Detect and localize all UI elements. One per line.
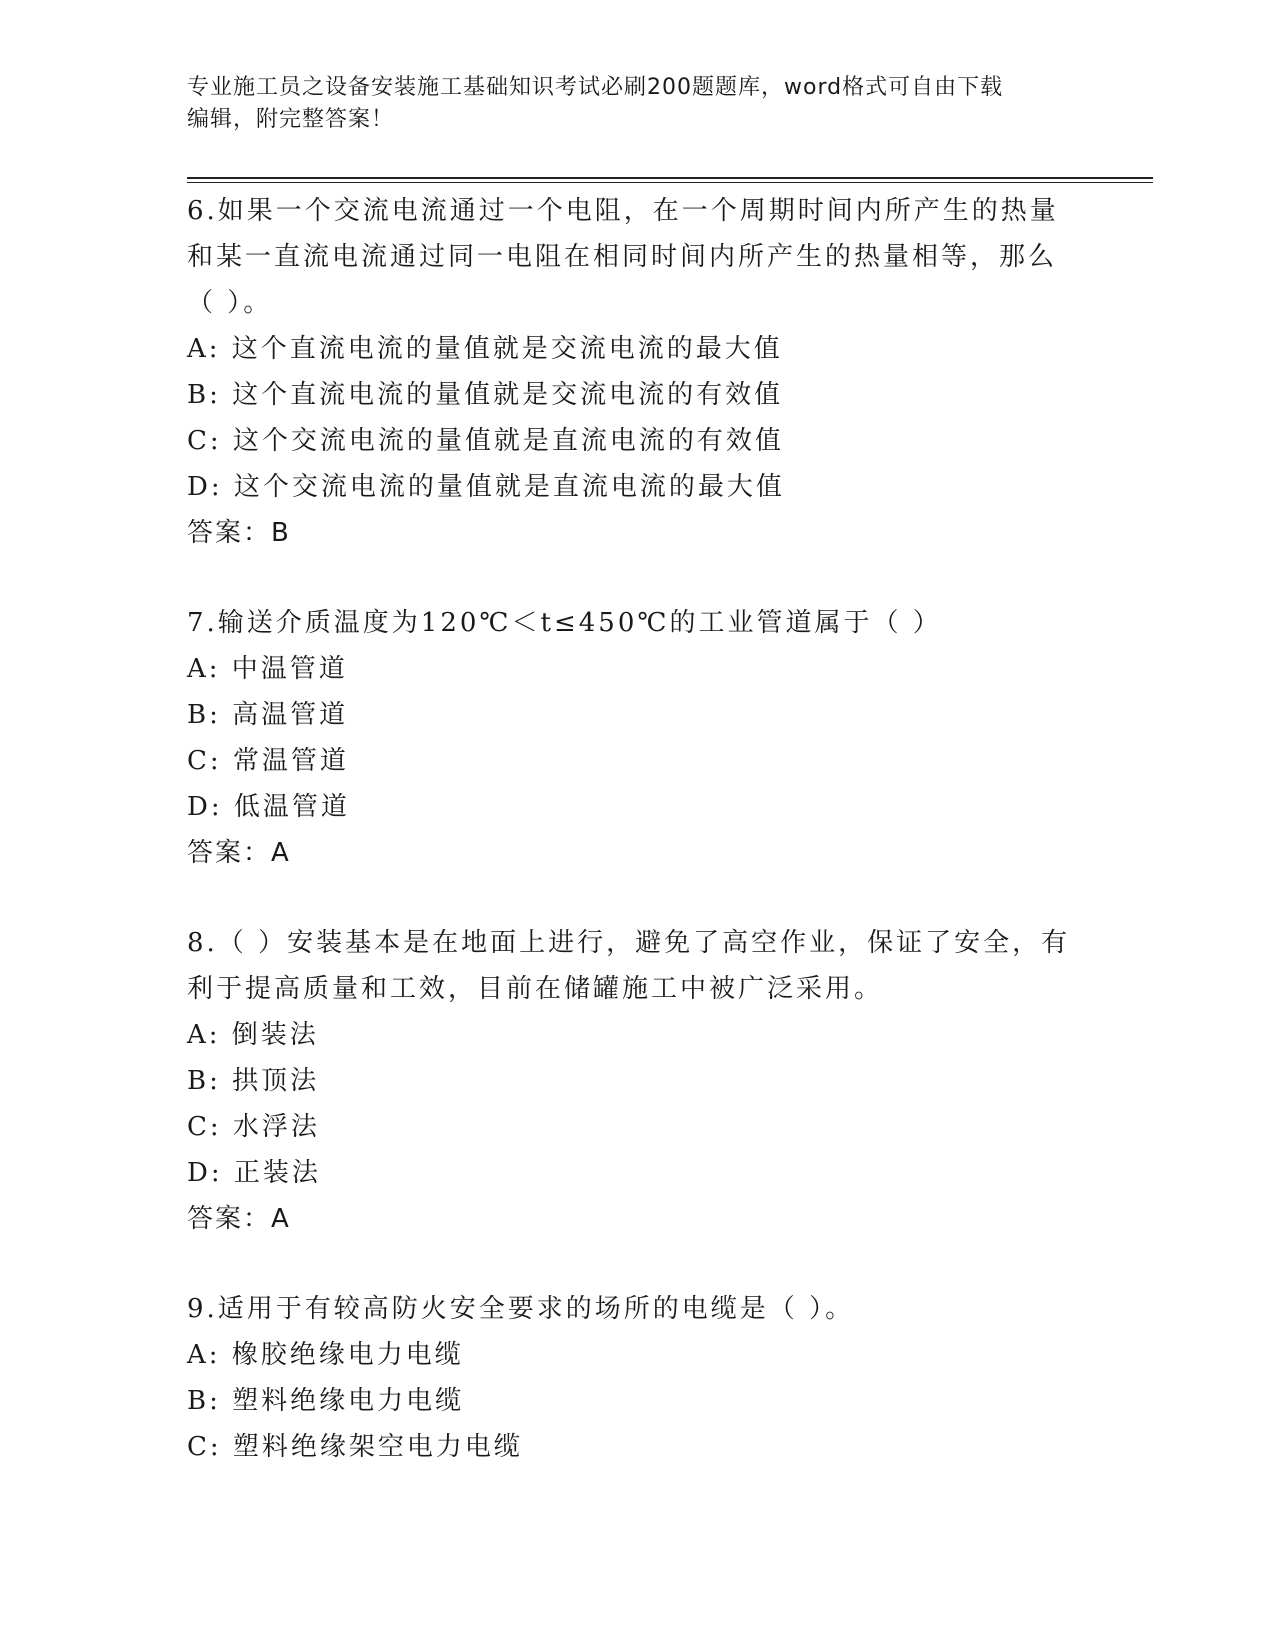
question-9: [187, 1286, 1087, 1470]
document-header: [187, 72, 1067, 136]
question-stem: 6.如果一个交流电流通过一个电阻，在一个周期时间内所产生的热量: [187, 196, 1059, 226]
question-stem: 利于提高质量和工效，目前在储罐施工中被广泛采用。: [187, 974, 884, 1004]
option-a: A: 这个直流电流的量值就是交流电流的最大值: [187, 334, 783, 364]
answer: 答案：B: [187, 518, 291, 548]
question-stem: 和某一直流电流通过同一电阻在相同时间内所产生的热量相等，那么: [187, 242, 1058, 272]
option-b: B: 塑料绝缘电力电缆: [187, 1386, 465, 1416]
question-6: [187, 188, 1087, 556]
option-a: A: 橡胶绝缘电力电缆: [187, 1340, 464, 1370]
option-d: D: 正装法: [187, 1158, 321, 1188]
option-c: C: 常温管道: [187, 746, 349, 776]
option-a: A: 倒装法: [187, 1020, 319, 1050]
option-c: C: 这个交流电流的量值就是直流电流的有效值: [187, 426, 784, 456]
answer: 答案：A: [187, 838, 291, 868]
header-divider-thick: [187, 177, 1153, 179]
option-b: B: 高温管道: [187, 700, 349, 730]
question-stem: 8.（ ）安装基本是在地面上进行，避免了高空作业，保证了安全，有: [187, 928, 1071, 958]
option-b: B: 拱顶法: [187, 1066, 320, 1096]
question-list: [187, 188, 1087, 1514]
answer: 答案：A: [187, 1204, 291, 1234]
option-d: D: 低温管道: [187, 792, 350, 822]
option-c: C: 塑料绝缘架空电力电缆: [187, 1432, 523, 1462]
question-8: [187, 920, 1087, 1242]
question-stem: 7.输送介质温度为120℃＜t≤450℃的工业管道属于（ ）: [187, 608, 942, 638]
option-a: A: 中温管道: [187, 654, 348, 684]
option-b: B: 这个直流电流的量值就是交流电流的有效值: [187, 380, 784, 410]
option-d: D: 这个交流电流的量值就是直流电流的最大值: [187, 472, 785, 502]
header-divider-thin: [187, 182, 1153, 183]
option-c: C: 水浮法: [187, 1112, 320, 1142]
question-7: [187, 600, 1087, 876]
header-title-line-2: 编辑，附完整答案！: [187, 107, 395, 132]
question-stem: 9.适用于有较高防火安全要求的场所的电缆是（ ）。: [187, 1294, 855, 1324]
question-stem: （ ）。: [187, 288, 273, 318]
header-title-line-1: 专业施工员之设备安装施工基础知识考试必刷200题题库，word格式可自由下载: [187, 75, 1004, 100]
